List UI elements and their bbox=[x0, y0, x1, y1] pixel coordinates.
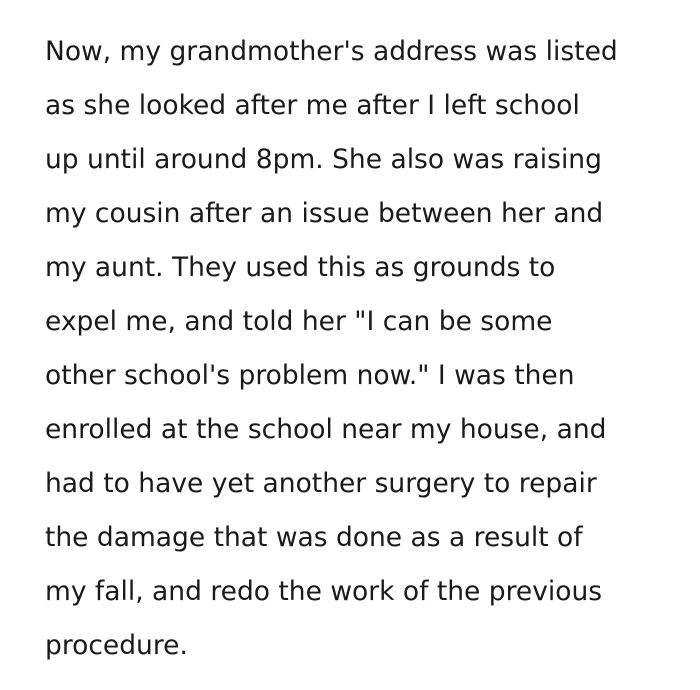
paragraph-line-10: the damage that was done as a result of bbox=[45, 522, 583, 553]
paragraph-line-5: my aunt. They used this as grounds to bbox=[45, 252, 556, 283]
paragraph-line-12: procedure. bbox=[45, 630, 188, 661]
paragraph-line-4: my cousin after an issue between her and bbox=[45, 198, 604, 229]
paragraph-line-8: enrolled at the school near my house, and bbox=[45, 414, 607, 445]
paragraph-line-11: my fall, and redo the work of the previous bbox=[45, 576, 603, 607]
paragraph-line-1: Now, my grandmother's address was listed bbox=[45, 36, 618, 67]
paragraph-line-2: as she looked after me after I left school bbox=[45, 90, 580, 121]
story-paragraph bbox=[45, 25, 685, 673]
paragraph-line-9: had to have yet another surgery to repair bbox=[45, 468, 597, 499]
paragraph-line-6: expel me, and told her "I can be some bbox=[45, 306, 553, 337]
paragraph-line-7: other school's problem now." I was then bbox=[45, 360, 575, 391]
paragraph-line-3: up until around 8pm. She also was raising bbox=[45, 144, 602, 175]
